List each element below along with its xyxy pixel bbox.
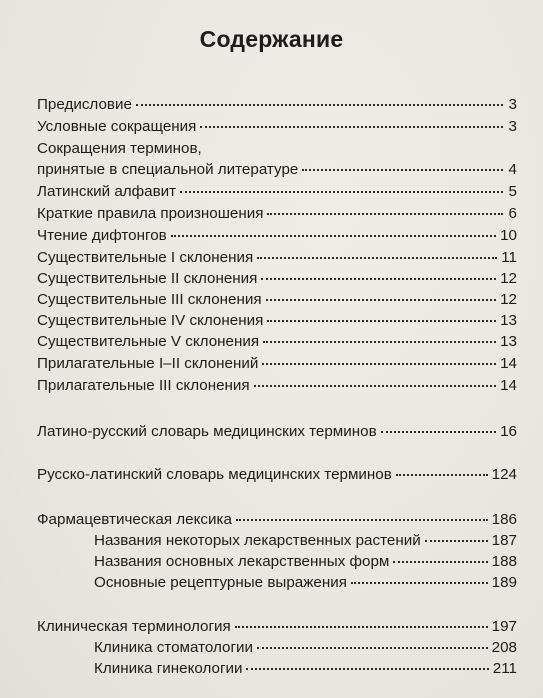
dot-leader [381, 431, 496, 433]
toc-entry[interactable] [37, 290, 517, 310]
toc-entry[interactable] [37, 95, 517, 115]
dot-leader [136, 104, 503, 106]
toc-subentry[interactable] [94, 552, 517, 572]
toc-entry-label: Условные сокращения [37, 118, 197, 135]
toc-entry[interactable] [37, 226, 517, 246]
toc-entry-page: 197 [491, 618, 517, 635]
toc-entry-label: Названия некоторых лекарственных растений [94, 532, 421, 549]
toc-entry-label: Названия основных лекарственных форм [94, 553, 390, 570]
toc-entry[interactable] [37, 248, 517, 268]
toc-entry[interactable] [37, 160, 517, 180]
toc-entry[interactable] [37, 311, 517, 331]
toc-entry-page: 186 [491, 511, 517, 528]
dot-leader [261, 278, 496, 280]
toc-entry-label: принятые в специальной литературе [37, 161, 299, 178]
page-title: Содержание [199, 26, 344, 52]
toc-entry-page: 10 [500, 227, 517, 244]
toc-entry-label: Русско-латинский словарь медицинских терминов [37, 466, 392, 483]
dot-leader [257, 647, 488, 649]
toc-entry[interactable] [37, 354, 517, 374]
toc-entry-label: Чтение дифтонгов [37, 227, 167, 244]
toc-entry[interactable] [37, 376, 517, 396]
dot-leader [171, 235, 496, 237]
toc-entry-page: 187 [491, 532, 517, 549]
toc-entry-label: Латино-русский словарь медицинских терминов [37, 423, 377, 440]
dot-leader [267, 213, 503, 215]
toc-entry[interactable] [37, 332, 517, 352]
toc-entry-label: Клиническая терминология [37, 618, 231, 635]
toc-entry-page: 12 [500, 291, 517, 308]
dot-leader [393, 561, 487, 563]
toc-entry-label: Существительные II склонения [37, 270, 258, 287]
toc-entry-page: 3 [508, 118, 517, 135]
toc-entry-page: 13 [500, 333, 517, 350]
toc-entry-label-line1: Сокращения терминов, [37, 140, 202, 157]
dot-leader [302, 169, 503, 171]
toc-entry-label: Существительные I склонения [37, 249, 254, 266]
dot-leader [246, 668, 488, 670]
dot-leader [200, 126, 503, 128]
toc-entry-label: Латинский алфавит [37, 183, 177, 200]
toc-entry-page: 4 [508, 161, 517, 178]
dot-leader [236, 519, 488, 521]
toc-entry-page: 188 [491, 553, 517, 570]
toc-subentry[interactable] [94, 659, 517, 679]
toc-entry[interactable] [37, 269, 517, 289]
dot-leader [262, 363, 496, 365]
toc-entry-label: Прилагательные III склонения [37, 377, 250, 394]
dot-leader [425, 540, 488, 542]
toc-entry-label: Фармацевтическая лексика [37, 511, 232, 528]
dot-leader [351, 582, 488, 584]
toc-entry-label: Прилагательные I–II склонений [37, 355, 259, 372]
toc-entry-label: Предисловие [37, 96, 132, 113]
dot-leader [396, 474, 488, 476]
toc-entry-label: Клиника гинекологии [94, 660, 243, 677]
toc-entry[interactable] [37, 117, 517, 137]
toc-entry-label: Существительные V склонения [37, 333, 260, 350]
toc-entry-label: Клиника стоматологии [94, 639, 253, 656]
toc-subentry[interactable] [94, 638, 517, 658]
dot-leader [267, 320, 496, 322]
toc-entry-label: Основные рецептурные выражения [94, 574, 347, 591]
toc-entry-page: 189 [491, 574, 517, 591]
toc-entry-page: 5 [508, 183, 517, 200]
toc-entry-page: 14 [500, 355, 517, 372]
toc-entry-label: Существительные III склонения [37, 291, 262, 308]
toc-entry-page: 16 [500, 423, 517, 440]
toc-subentry[interactable] [94, 573, 517, 593]
toc-entry[interactable] [37, 182, 517, 202]
toc-entry-page: 124 [491, 466, 517, 483]
toc-subentry[interactable] [94, 531, 517, 551]
toc-entry[interactable] [37, 465, 517, 485]
toc-entry[interactable] [37, 204, 517, 224]
dot-leader [266, 299, 496, 301]
dot-leader [263, 341, 496, 343]
toc-entry-page: 3 [508, 96, 517, 113]
toc-entry[interactable] [37, 510, 517, 530]
dot-leader [257, 257, 497, 259]
toc-entry-page: 12 [500, 270, 517, 287]
toc-entry-page: 6 [508, 205, 517, 222]
toc-entry-page: 211 [492, 660, 517, 677]
toc-entry-label: Краткие правила произношения [37, 205, 264, 222]
toc-entry[interactable] [37, 617, 517, 637]
toc-entry-label: Существительные IV склонения [37, 312, 264, 329]
dot-leader [235, 626, 488, 628]
toc-entry-page: 11 [501, 249, 517, 266]
toc-entry-page: 14 [500, 377, 517, 394]
toc-entry-page: 13 [500, 312, 517, 329]
toc-entry[interactable] [37, 422, 517, 442]
dot-leader [180, 191, 503, 193]
toc-entry-page: 208 [491, 639, 517, 656]
dot-leader [254, 385, 496, 387]
